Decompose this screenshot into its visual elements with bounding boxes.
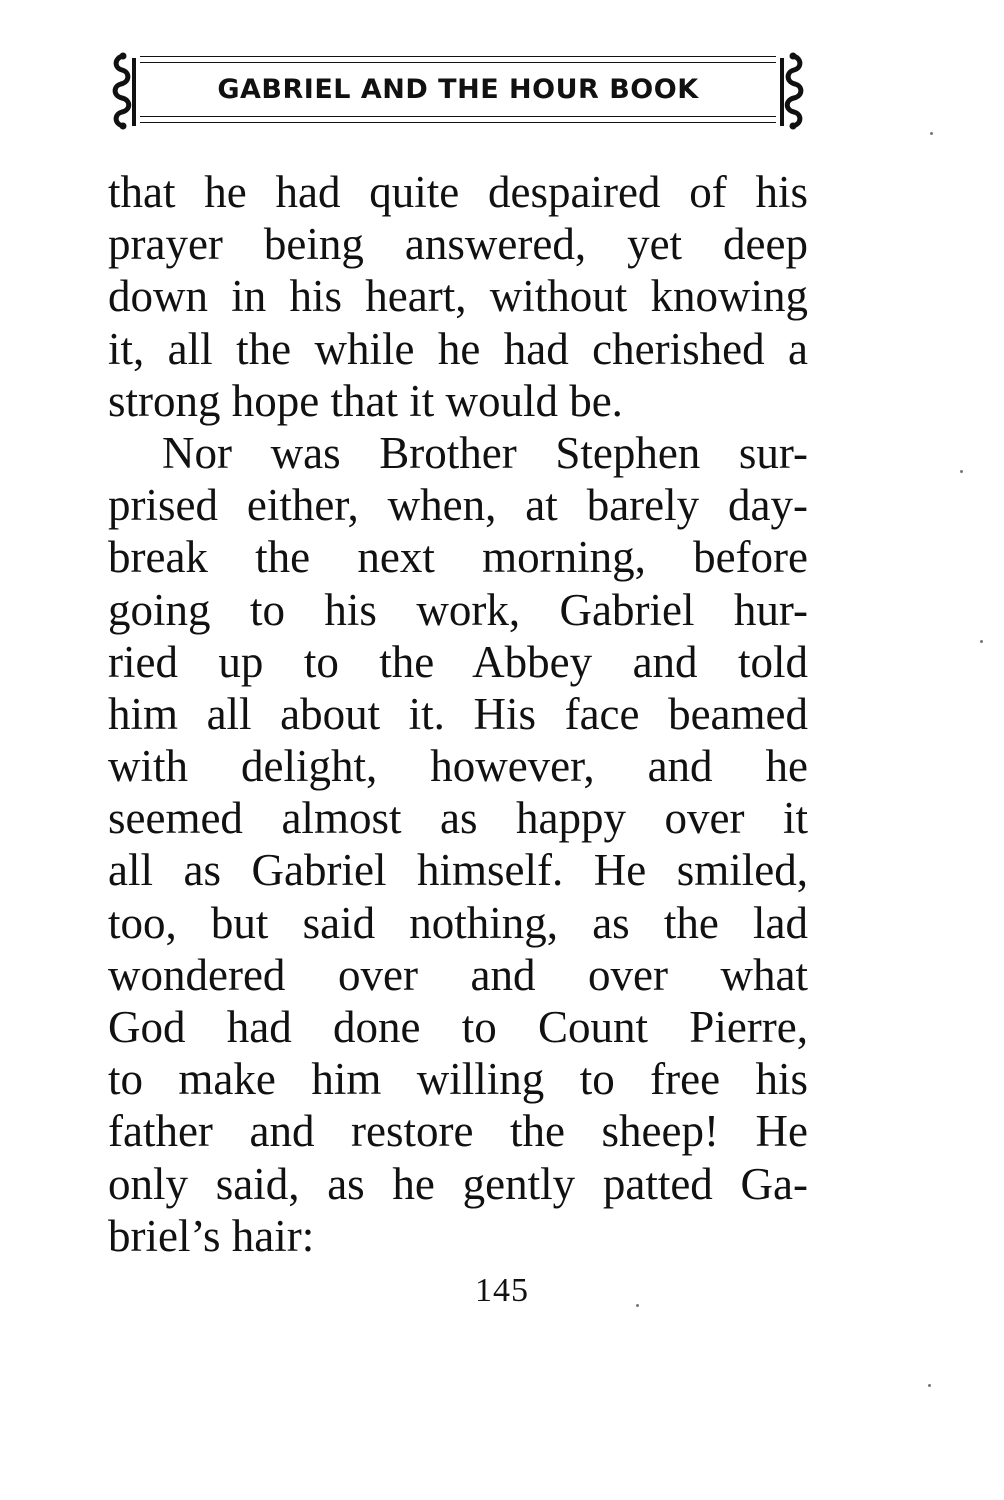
header-rule-bottom <box>140 122 776 123</box>
header-rule-bottom-inner <box>140 116 776 117</box>
text-line: God had done to Count Pierre, <box>108 1002 808 1052</box>
header-rule-top-inner <box>140 62 776 63</box>
paragraph-start-line: Nor was Brother Stephen sur- <box>162 427 808 478</box>
text-line: to make him willing to free his <box>108 1054 808 1105</box>
text-line: too, but said nothing, as the lad <box>108 897 808 948</box>
body-text <box>108 166 808 1262</box>
running-title: GABRIEL AND THE HOUR BOOK <box>217 74 699 105</box>
text-line: with delight, however, and he <box>108 741 808 792</box>
scan-speck <box>636 1304 639 1307</box>
text-line: ried up to the Abbey and told <box>108 636 808 687</box>
page-number: 145 <box>475 1272 529 1309</box>
right-scroll-ornament-icon <box>778 52 808 130</box>
text-line: prised either, when, at barely day- <box>108 480 808 531</box>
text-line: wondered over and over what <box>108 949 808 1000</box>
header-rule-top <box>140 56 776 57</box>
text-line: it, all the while he had cherished a <box>108 323 808 374</box>
running-header <box>108 50 808 130</box>
text-line: father and restore the sheep! He <box>108 1106 808 1157</box>
text-line: all as Gabriel himself. He smiled, <box>108 845 808 896</box>
text-line: that he had quite despaired of his <box>108 167 808 217</box>
scan-speck <box>930 132 933 135</box>
text-line: strong hope that it would be. <box>108 375 623 426</box>
text-line: briel’s hair: <box>108 1210 315 1261</box>
text-line: down in his heart, without knowing <box>108 271 808 322</box>
text-line: break the next morning, before <box>108 532 808 583</box>
scan-speck <box>980 640 983 643</box>
scan-speck <box>928 1384 931 1387</box>
text-line: only said, as he gently patted Ga- <box>108 1158 808 1209</box>
text-line: prayer being answered, yet deep <box>108 219 808 270</box>
text-line: going to his work, Gabriel hur- <box>108 584 808 635</box>
left-scroll-ornament-icon <box>108 52 138 130</box>
text-line: him all about it. His face beamed <box>108 688 808 739</box>
text-line: seemed almost as happy over it <box>108 793 808 844</box>
scan-speck <box>960 470 963 473</box>
